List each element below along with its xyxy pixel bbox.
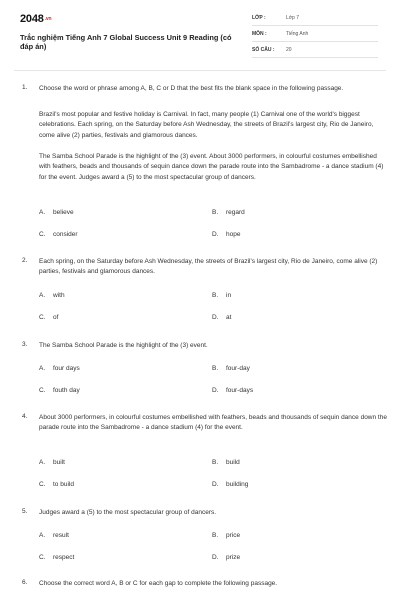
meta-value: Lớp 7 [286,15,300,21]
site-logo[interactable] [20,13,51,25]
answer-option[interactable]: A. result [39,532,69,539]
meta-label: SỐ CÂU : [252,47,275,53]
answer-option[interactable]: D. hope [212,231,241,238]
question-text: About 3000 performers, in colourful costumes embellished with feathers, beads and thousands of sequin dance down the parade route into the Sambadrome - a dance stadium (4) for the event. [39,414,387,432]
meta-row-class [252,12,378,26]
answer-option[interactable]: B. regard [212,209,245,216]
question-number: 1. [22,84,28,91]
answer-option[interactable]: C. consider [39,231,78,238]
meta-row-count [252,44,378,58]
answer-option[interactable]: A. believe [39,209,74,216]
question-number: 4. [22,413,28,420]
meta-value: Tiếng Anh [286,31,309,37]
header-divider [14,70,386,71]
question-number: 2. [22,257,28,264]
answer-option[interactable]: D. four-days [212,387,254,394]
answer-option[interactable]: A. four days [39,365,80,372]
answer-option[interactable]: D. prize [212,554,241,561]
passage-paragraph: The Samba School Parade is the highlight of the (3) event. About 3000 performers, in colourful costumes embellished with feathers, beads and thousands of sequin dance down the parade route into the Sambadrome - a dance stadium (4) for the event. Judges award a (5) to the most spectacular group of dancers. [39,153,384,181]
question-number: 5. [22,508,28,515]
answer-option[interactable]: C. to build [39,481,74,488]
answer-option[interactable]: C. respect [39,554,75,561]
question-text: The Samba School Parade is the highlight of the (3) event. [39,342,208,349]
question-text: Choose the word or phrase among A, B, C or D that the best fits the blank space in the following passage. [39,85,344,92]
meta-info [252,12,378,58]
answer-option[interactable]: D. building [212,481,249,488]
passage-paragraph: Brazil's most popular and festive holiday is Carnival. In fact, many people (1) Carnival one of the world's biggest celebrations. Each spring, on the Saturday before Ash Wednesday, the streets of Brazil's largest city, Rio de Janeiro, come alive (2) parties, festivals and glamorous dances. [39,111,374,139]
question-number: 6. [22,579,28,586]
answer-option[interactable]: D. at [212,314,232,321]
answer-option[interactable]: A. with [39,292,65,299]
question-text: Choose the correct word A, B or C for each gap to complete the following passage. [39,580,278,587]
question-text: Judges award a (5) to the most spectacular group of dancers. [39,509,217,516]
logo-suffix: .vn [44,16,52,22]
question-number: 3. [22,341,28,348]
answer-option[interactable]: A. built [39,459,65,466]
answer-option[interactable]: C. of [39,314,59,321]
meta-value: 20 [286,47,292,53]
answer-option[interactable]: B. price [212,532,241,539]
answer-option[interactable]: C. fouth day [39,387,80,394]
header [0,0,400,70]
answer-option[interactable]: B. build [212,459,240,466]
logo-number: 2048 [20,13,44,25]
meta-label: MÔN : [252,31,267,37]
meta-row-subject [252,28,378,42]
question-text: Each spring, on the Saturday before Ash Wednesday, the streets of Brazil's largest city, Rio de Janeiro, come alive (2) parties, festivals and glamorous dances. [39,258,378,276]
meta-label: LỚP : [252,15,266,21]
page-title: Trắc nghiệm Tiếng Anh 7 Global Success Unit 9 Reading (có đáp án) [20,33,232,51]
answer-option[interactable]: B. in [212,292,232,299]
answer-option[interactable]: B. four-day [212,365,250,372]
